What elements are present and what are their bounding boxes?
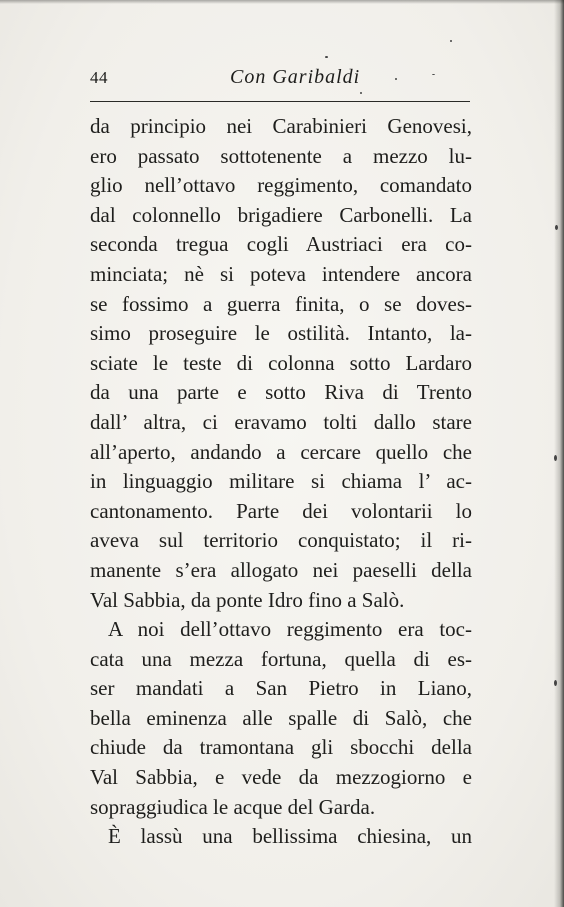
text-line: A noi dell’ottavo reggimento era toc-	[108, 617, 472, 642]
text-line: ero passato sottotenente a mezzo lu-	[90, 143, 472, 168]
print-speck	[360, 92, 362, 94]
print-speck	[554, 455, 557, 461]
text-line: aveva sul territorio conquistato; il ri-	[90, 528, 472, 553]
print-speck	[554, 680, 557, 686]
text-line: in linguaggio militare si chiama l’ ac-	[90, 469, 472, 494]
text-line: chiude da tramontana gli sbocchi della	[90, 735, 472, 760]
text-line: glio nell’ottavo reggimento, comandato	[90, 173, 472, 198]
page-number: 44	[90, 68, 108, 87]
page-top-shadow	[0, 0, 564, 4]
page-binding-edge	[554, 0, 564, 907]
page-header	[90, 66, 470, 90]
print-speck	[395, 78, 397, 80]
running-head: Con Garibaldi	[230, 66, 361, 88]
body-text	[90, 112, 472, 852]
header-rule	[90, 101, 470, 102]
text-line: sopraggiudica le acque del Garda.	[90, 794, 376, 819]
print-speck	[325, 56, 328, 58]
text-line: minciata; nè si poteva intendere ancora	[90, 261, 472, 286]
text-line: seconda tregua cogli Austriaci era co-	[90, 232, 472, 257]
text-line: ser mandati a San Pietro in Liano,	[90, 676, 472, 701]
text-line: dall’ altra, ci eravamo tolti dallo stare	[90, 409, 472, 434]
text-line: È lassù una bellissima chiesina, un	[108, 824, 472, 849]
text-line: dal colonnello brigadiere Carbonelli. La	[90, 202, 472, 227]
text-line: da una parte e sotto Riva di Trento	[90, 380, 472, 405]
text-line: Val Sabbia, e vede da mezzogiorno e	[90, 765, 472, 790]
text-line: all’aperto, andando a cercare quello che	[90, 439, 472, 464]
text-line: simo proseguire le ostilità. Intanto, la-	[90, 321, 472, 346]
text-line: bella eminenza alle spalle di Salò, che	[90, 705, 472, 730]
text-line: Val Sabbia, da ponte Idro fino a Salò.	[90, 587, 405, 612]
print-speck	[555, 225, 558, 230]
text-line: sciate le teste di colonna sotto Lardaro	[90, 350, 472, 375]
print-speck	[432, 74, 435, 75]
print-speck	[450, 40, 452, 42]
text-line: cata una mezza fortuna, quella di es-	[90, 646, 472, 671]
text-line: se fossimo a guerra finita, o se doves-	[90, 291, 472, 316]
text-line: da principio nei Carabinieri Genovesi,	[90, 114, 472, 138]
text-line: cantonamento. Parte dei volontarii lo	[90, 498, 472, 523]
text-line: manente s’era allogato nei paeselli della	[90, 557, 472, 582]
